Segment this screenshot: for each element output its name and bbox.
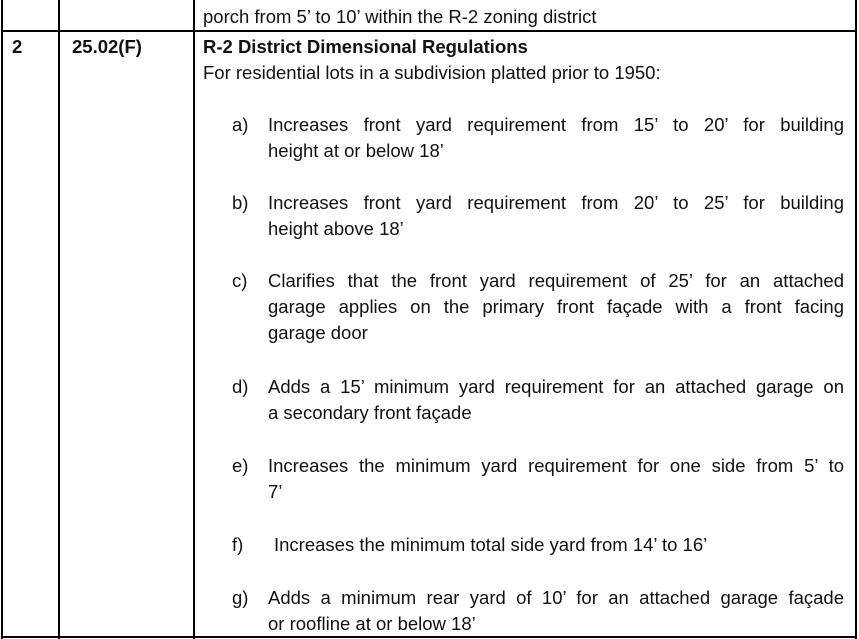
row-number: 2 [12, 36, 23, 57]
list-item-text [268, 453, 844, 505]
list-item-line: Adds a minimum rear yard of 10’ for an attached garage façade [268, 587, 844, 608]
list-item-line: height above 18’ [268, 218, 404, 239]
list-item-line: or roofline at or below 18’ [268, 613, 476, 634]
list-item-line: Adds a 15’ minimum yard requirement for an attached garage on [268, 376, 844, 397]
list-item-line: Increases front yard requirement from 20’ to 25’ for building [268, 192, 844, 213]
list-item-line: Increases the minimum yard requirement for one side from 5’ to [268, 455, 844, 476]
list-marker: c) [232, 270, 248, 291]
list-item-line: garage applies on the primary front façade with a front facing [268, 296, 844, 317]
list-item-text [268, 374, 844, 426]
list-item-line: a secondary front façade [268, 402, 472, 423]
table-border-left [1, 0, 3, 639]
list-marker: b) [232, 192, 249, 213]
table-border-right [855, 0, 857, 639]
table-column-divider-2 [193, 0, 195, 639]
table-row-divider [1, 30, 857, 32]
list-item-text [268, 268, 844, 346]
list-marker: a) [232, 114, 249, 135]
table-column-divider-1 [58, 0, 60, 639]
list-item-line: Increases front yard requirement from 15’ to 20’ for building [268, 114, 844, 135]
list-marker: g) [232, 587, 249, 608]
row-section-reference: 25.02(F) [72, 36, 142, 57]
list-marker: d) [232, 376, 249, 397]
list-item-line: 7’ [268, 481, 283, 502]
list-item-line: height at or below 18’ [268, 140, 444, 161]
list-marker: e) [232, 455, 249, 476]
list-item-line: garage door [268, 322, 368, 343]
list-item-text [274, 532, 850, 558]
list-item-text [268, 190, 844, 242]
list-item-text [268, 112, 844, 164]
list-item-line: Increases the minimum total side yard from 14’ to 16’ [274, 534, 708, 555]
previous-row-text: porch from 5’ to 10’ within the R-2 zoning district [203, 6, 597, 27]
list-item-text [268, 585, 844, 637]
row-intro: For residential lots in a subdivision platted prior to 1950: [203, 62, 661, 83]
list-item-line: Clarifies that the front yard requirement of 25’ for an attached [268, 270, 844, 291]
row-title: R-2 District Dimensional Regulations [203, 36, 528, 57]
list-marker: f) [232, 534, 244, 555]
